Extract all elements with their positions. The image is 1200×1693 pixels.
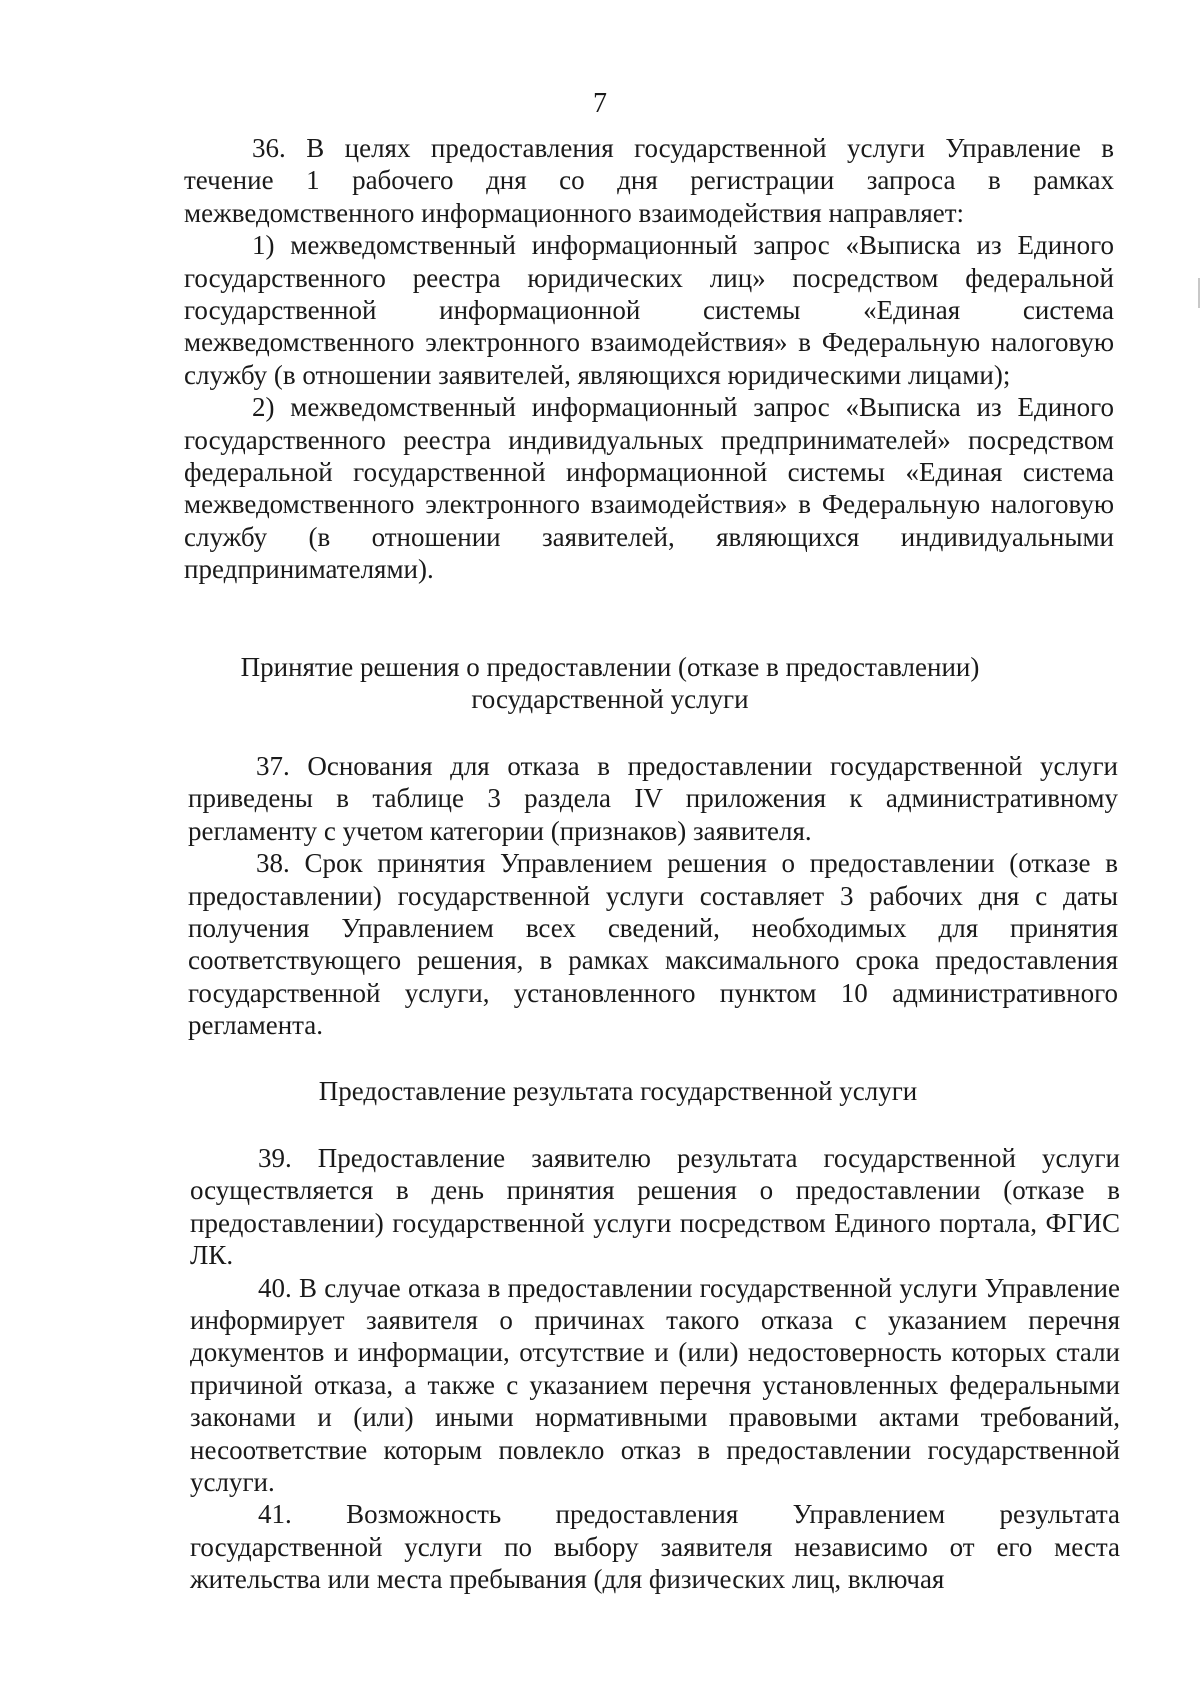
section-interagency-requests (184, 132, 1114, 586)
paragraph-37: 37. Основания для отказа в предоставлении государственной услуги приведены в таблице 3 раздела IV приложения к административному регламенту с учетом категории (признаков) заявителя. (188, 751, 1118, 846)
paragraph-39: 39. Предоставление заявителю результата государственной услуги осуществляется в день принятия решения о предоставлении (отказе в предоставлении) государственной услуги посредством Единого портала, ФГИС ЛК. (190, 1143, 1120, 1271)
section-decision (188, 750, 1118, 1042)
section-heading-decision-line-2: государственной услуги (471, 684, 749, 715)
paragraph-36-item-1: 1) межведомственный информационный запрос «Выписка из Единого государственного реестра юридических лиц» посредством федеральной государственной информационной системы «Единая система межведомственного электронного взаимодействия» в Федеральную налоговую службу (в отношении заявителей, являющихся юридическими лицами); (184, 230, 1114, 390)
paragraph-36-item-2: 2) межведомственный информационный запрос «Выписка из Единого государственного реестра индивидуальных предпринимателей» посредством федеральной государственной информационной системы «Единая система межведомственного электронного взаимодействия» в Федеральную налоговую службу (в отношении заявителей, являющихся индивидуальными предпринимателями). (184, 392, 1114, 585)
paragraph-36: 36. В целях предоставления государственной услуги Управление в течение 1 рабочего дня со дня регистрации запроса в рамках межведомственного информационного взаимодействия направляет: (184, 133, 1114, 228)
section-heading-decision (0, 651, 1200, 716)
paragraph-41: 41. Возможность предоставления Управлением результата государственной услуги по выбору заявителя независимо от его места жительства или места пребывания (для физических лиц, включая (190, 1499, 1120, 1595)
section-result (190, 1142, 1120, 1596)
paragraph-40: 40. В случае отказа в предоставлении государственной услуги Управление информирует заявителя о причинах такого отказа с указанием перечня документов и информации, отсутствие и (или) недостоверность которых стали причиной отказа, а также с указанием перечня установленных федеральными законами и (или) иными нормативными правовыми актами требований, несоответствие которым повлекло отказ в предоставлении государственной услуги. (190, 1272, 1120, 1498)
section-heading-decision-line-1: Принятие решения о предоставлении (отказе в предоставлении) (240, 652, 980, 682)
page-number: 7 (593, 88, 607, 119)
section-heading-result: Предоставление результата государственной услуги (318, 1076, 918, 1106)
paragraph-38: 38. Срок принятия Управлением решения о предоставлении (отказе в предоставлении) государственной услуги составляет 3 рабочих дня с даты получения Управлением всех сведений, необходимых для принятия соответствующего решения, в рамках максимального срока предоставления государственной услуги, установленного пунктом 10 административного регламента. (188, 848, 1118, 1041)
